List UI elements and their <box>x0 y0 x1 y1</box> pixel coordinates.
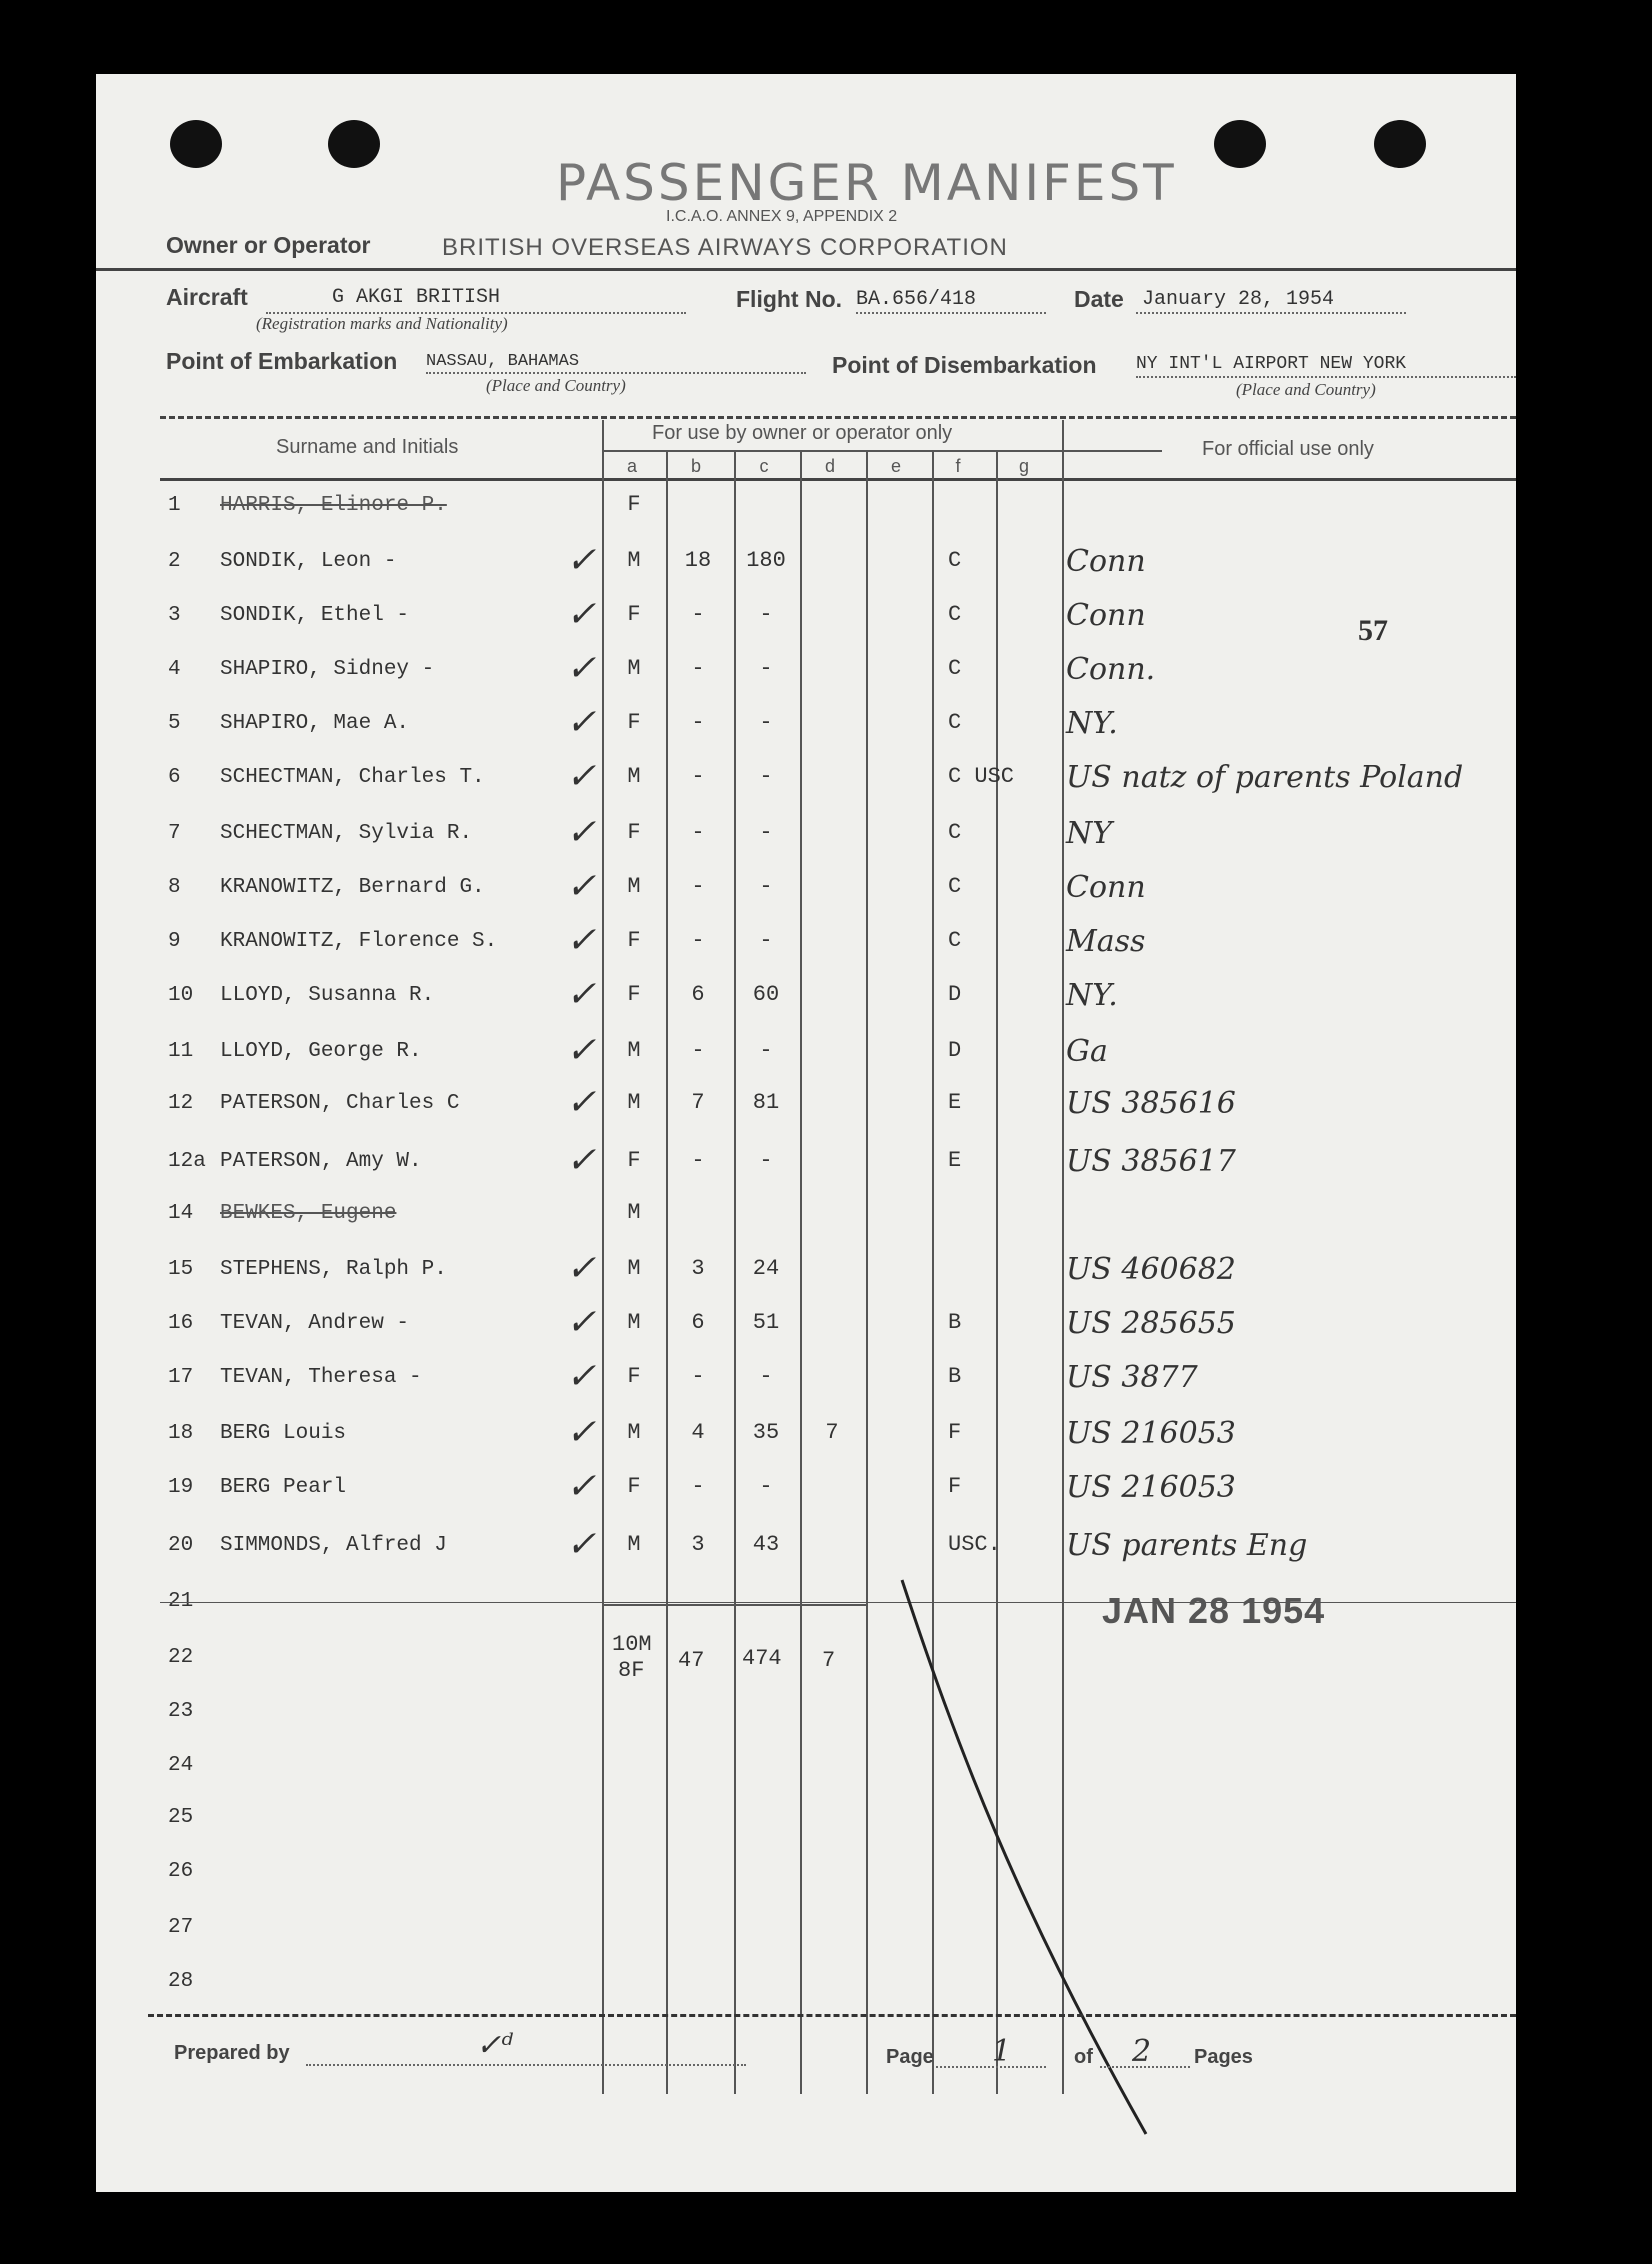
column-b-cell: - <box>691 928 705 953</box>
passenger-name: KRANOWITZ, Florence S. <box>220 930 498 953</box>
column-b-cell: 6 <box>691 1310 705 1335</box>
table-row <box>96 1466 1516 1516</box>
punch-hole <box>1214 120 1266 168</box>
official-column-header: For official use only <box>1202 438 1374 460</box>
column-f-cell: E <box>948 1090 962 1115</box>
divider <box>602 450 1162 452</box>
column-c-cell: 81 <box>752 1090 780 1115</box>
column-f-cell: USC. <box>948 1532 1001 1557</box>
passenger-name: KRANOWITZ, Bernard G. <box>220 876 485 899</box>
column-f-cell: D <box>948 982 962 1007</box>
divider <box>160 478 1516 481</box>
table-row <box>96 866 1516 916</box>
table-row <box>96 920 1516 970</box>
official-note: US 385617 <box>1066 1144 1236 1179</box>
embarkation-value: NASSAU, BAHAMAS <box>426 352 580 371</box>
column-c-cell: - <box>759 1474 773 1499</box>
row-number: 10 <box>168 984 194 1007</box>
date-value: January 28, 1954 <box>1142 288 1335 311</box>
check-mark: ✓ <box>566 1524 597 1565</box>
sex-cell: F <box>627 928 641 953</box>
page-number: 1 <box>992 2034 1012 2069</box>
disembarkation-label: Point of Disembarkation <box>832 352 1097 378</box>
column-b-cell: - <box>691 1364 705 1389</box>
page-label: Page <box>886 2046 934 2068</box>
column-f-cell: D <box>948 1038 962 1063</box>
check-mark: ✓ <box>566 974 597 1015</box>
passenger-name: LLOYD, George R. <box>220 1040 422 1063</box>
aircraft-label: Aircraft <box>166 284 248 310</box>
official-note: Conn <box>1066 544 1146 579</box>
column-c-cell: - <box>759 1364 773 1389</box>
column-c-cell: 60 <box>752 982 780 1007</box>
official-note: US parents Eng <box>1066 1528 1308 1563</box>
embarkation-label: Point of Embarkation <box>166 348 398 374</box>
official-note: Ga <box>1066 1034 1108 1069</box>
column-f-cell: E <box>948 1148 962 1173</box>
row-number: 18 <box>168 1422 194 1445</box>
table-row <box>96 1912 1516 1956</box>
field-line <box>936 2066 1046 2068</box>
table-row <box>96 1750 1516 1794</box>
column-b-cell: 7 <box>691 1090 705 1115</box>
column-letter-a: a <box>626 456 637 476</box>
passenger-name: PATERSON, Amy W. <box>220 1150 422 1173</box>
check-mark: ✓ <box>566 1030 597 1071</box>
sex-cell: M <box>627 1256 641 1281</box>
check-mark: ✓ <box>566 540 597 581</box>
margin-note: 57 <box>1358 614 1388 647</box>
check-mark: ✓ <box>566 756 597 797</box>
total-c: 474 <box>742 1646 782 1671</box>
column-b-cell: - <box>691 1148 705 1173</box>
row-number: 5 <box>168 712 181 735</box>
table-row <box>96 702 1516 752</box>
form-title: PASSENGER MANIFEST <box>556 154 1177 212</box>
column-c-cell: 24 <box>752 1256 780 1281</box>
sex-cell: F <box>627 820 641 845</box>
column-c-cell: - <box>759 1038 773 1063</box>
row-number: 1 <box>168 494 181 517</box>
row-number: 12a <box>168 1150 206 1173</box>
row-number: 22 <box>168 1646 194 1669</box>
column-b-cell: - <box>691 656 705 681</box>
check-mark: ✓ <box>566 1302 597 1343</box>
column-letter-f: f <box>955 456 961 476</box>
of-label: of <box>1074 2046 1093 2068</box>
preparer-signature: ✓ᵈ <box>476 2028 514 2063</box>
official-note: NY <box>1066 816 1113 851</box>
column-f-cell: C <box>948 710 962 735</box>
table-row <box>96 1802 1516 1846</box>
row-number: 25 <box>168 1806 194 1829</box>
official-note: US natz of parents Poland <box>1066 760 1464 795</box>
field-line <box>1136 312 1406 314</box>
column-c-cell: - <box>759 928 773 953</box>
total-males: 10M <box>612 1632 652 1657</box>
sex-cell: F <box>627 1364 641 1389</box>
column-b-cell: - <box>691 874 705 899</box>
aircraft-note: (Registration marks and Nationality) <box>256 314 508 333</box>
passenger-name: HARRIS, Elinore P. <box>220 494 447 517</box>
column-f-cell: B <box>948 1310 962 1335</box>
total-d: 7 <box>822 1648 836 1673</box>
table-row <box>96 1030 1516 1080</box>
punch-hole <box>1374 120 1426 168</box>
sex-cell: M <box>627 656 641 681</box>
passenger-name: SONDIK, Leon - <box>220 550 397 573</box>
row-number: 19 <box>168 1476 194 1499</box>
table-row <box>96 1966 1516 2010</box>
row-number: 14 <box>168 1202 194 1225</box>
column-letter-g: g <box>1018 456 1029 476</box>
column-f-cell: C <box>948 820 962 845</box>
passenger-name: STEPHENS, Ralph P. <box>220 1258 447 1281</box>
column-f-cell: C <box>948 928 962 953</box>
official-note: US 460682 <box>1066 1252 1236 1287</box>
row-number: 16 <box>168 1312 194 1335</box>
row-number: 7 <box>168 822 181 845</box>
official-note: NY. <box>1066 978 1118 1013</box>
sex-cell: F <box>627 710 641 735</box>
row-number: 9 <box>168 930 181 953</box>
official-note: US 216053 <box>1066 1470 1236 1505</box>
passenger-name: TEVAN, Andrew - <box>220 1312 410 1335</box>
column-c-cell: - <box>759 656 773 681</box>
check-mark: ✓ <box>566 1082 597 1123</box>
date-stamp: JAN 28 1954 <box>1102 1590 1326 1631</box>
column-d-cell: 7 <box>825 1420 839 1445</box>
column-f-cell: C USC <box>948 764 1015 789</box>
sex-cell: F <box>627 1474 641 1499</box>
check-mark: ✓ <box>566 702 597 743</box>
punch-hole <box>328 120 380 168</box>
passenger-name: BERG Louis <box>220 1422 347 1445</box>
manifest-page <box>96 74 1516 2192</box>
owner-label: Owner or Operator <box>166 232 371 258</box>
check-mark: ✓ <box>566 1248 597 1289</box>
sex-cell: F <box>627 1148 641 1173</box>
row-number: 27 <box>168 1916 194 1939</box>
passenger-name: PATERSON, Charles C <box>220 1092 460 1115</box>
column-letter-d: d <box>824 456 835 476</box>
flight-label: Flight No. <box>736 286 843 312</box>
column-f-cell: C <box>948 602 962 627</box>
total-females: 8F <box>618 1658 645 1683</box>
passenger-name: TEVAN, Theresa - <box>220 1366 422 1389</box>
table-row <box>96 812 1516 862</box>
check-mark: ✓ <box>566 1140 597 1181</box>
aircraft-value: G AKGI BRITISH <box>332 286 501 309</box>
column-b-cell: - <box>691 710 705 735</box>
passenger-name: SIMMONDS, Alfred J <box>220 1534 447 1557</box>
check-mark: ✓ <box>566 1466 597 1507</box>
owner-value: BRITISH OVERSEAS AIRWAYS CORPORATION <box>442 234 1008 261</box>
table-row <box>96 974 1516 1024</box>
row-number: 8 <box>168 876 181 899</box>
sex-cell: M <box>627 764 641 789</box>
official-note: US 285655 <box>1066 1306 1236 1341</box>
column-f-cell: C <box>948 874 962 899</box>
column-c-cell: - <box>759 764 773 789</box>
sex-cell: M <box>627 1420 641 1445</box>
column-c-cell: - <box>759 602 773 627</box>
flight-value: BA.656/418 <box>856 288 977 311</box>
passenger-name: BERG Pearl <box>220 1476 347 1499</box>
column-f-cell: C <box>948 656 962 681</box>
table-row <box>96 594 1516 644</box>
table-row <box>96 1356 1516 1406</box>
field-line <box>306 2064 746 2066</box>
column-letter-c: c <box>759 456 769 476</box>
sex-cell: M <box>627 874 641 899</box>
column-letter-b: b <box>690 456 701 476</box>
passenger-name: SCHECTMAN, Charles T. <box>220 766 485 789</box>
row-number: 3 <box>168 604 181 627</box>
table-row <box>96 1082 1516 1132</box>
table-row <box>96 1524 1516 1574</box>
column-b-cell: - <box>691 764 705 789</box>
column-c-cell: 35 <box>752 1420 780 1445</box>
official-note: Conn. <box>1066 652 1156 687</box>
column-c-cell: 51 <box>752 1310 780 1335</box>
column-b-cell: 3 <box>691 1256 705 1281</box>
passenger-name: SHAPIRO, Mae A. <box>220 712 410 735</box>
check-mark: ✓ <box>566 920 597 961</box>
pages-label: Pages <box>1194 2046 1253 2068</box>
row-number: 11 <box>168 1040 194 1063</box>
passenger-name: BEWKES, Eugene <box>220 1202 397 1225</box>
sex-cell: M <box>627 1200 641 1225</box>
table-row <box>96 1198 1516 1242</box>
table-row <box>96 1412 1516 1462</box>
embarkation-note: (Place and Country) <box>486 376 626 395</box>
row-number: 24 <box>168 1754 194 1777</box>
column-letter-e: e <box>890 456 901 476</box>
column-f-cell: F <box>948 1474 962 1499</box>
date-label: Date <box>1074 286 1124 312</box>
field-line <box>426 372 806 374</box>
table-row <box>96 1140 1516 1190</box>
column-b-cell: 18 <box>684 548 712 573</box>
column-c-cell: - <box>759 1148 773 1173</box>
column-c-cell: - <box>759 874 773 899</box>
row-number: 6 <box>168 766 181 789</box>
sex-cell: M <box>627 1090 641 1115</box>
field-line <box>1136 376 1516 378</box>
column-b-cell: 6 <box>691 982 705 1007</box>
column-f-cell: B <box>948 1364 962 1389</box>
official-note: NY. <box>1066 706 1118 741</box>
check-mark: ✓ <box>566 594 597 635</box>
row-number: 20 <box>168 1534 194 1557</box>
passenger-name: SHAPIRO, Sidney - <box>220 658 435 681</box>
sex-cell: M <box>627 548 641 573</box>
passenger-name: SONDIK, Ethel - <box>220 604 410 627</box>
official-note: US 3877 <box>1066 1360 1198 1395</box>
official-note: Mass <box>1066 924 1146 959</box>
column-c-cell: 180 <box>746 548 786 573</box>
official-note: Conn <box>1066 870 1146 905</box>
table-row <box>96 1302 1516 1352</box>
divider <box>160 416 1516 419</box>
disembarkation-note: (Place and Country) <box>1236 380 1376 399</box>
table-row <box>96 1696 1516 1740</box>
sex-cell: F <box>627 492 641 517</box>
disembarkation-value: NY INT'L AIRPORT NEW YORK <box>1136 354 1407 374</box>
column-b-cell: - <box>691 820 705 845</box>
page-total: 2 <box>1132 2034 1152 2069</box>
column-b-cell: - <box>691 602 705 627</box>
official-note: US 216053 <box>1066 1416 1236 1451</box>
column-b-cell: - <box>691 1474 705 1499</box>
official-note: US 385616 <box>1066 1086 1236 1121</box>
total-b: 47 <box>678 1648 705 1673</box>
table-row <box>96 540 1516 590</box>
total-rule <box>602 1604 866 1606</box>
column-c-cell: - <box>759 820 773 845</box>
row-number: 2 <box>168 550 181 573</box>
column-b-cell: - <box>691 1038 705 1063</box>
sex-cell: M <box>627 1532 641 1557</box>
column-f-cell: F <box>948 1420 962 1445</box>
passenger-name: SCHECTMAN, Sylvia R. <box>220 822 473 845</box>
check-mark: ✓ <box>566 812 597 853</box>
sex-cell: F <box>627 982 641 1007</box>
sex-cell: M <box>627 1038 641 1063</box>
table-row <box>96 1856 1516 1900</box>
passenger-name: LLOYD, Susanna R. <box>220 984 435 1007</box>
divider <box>148 2014 1516 2017</box>
punch-hole <box>170 120 222 168</box>
row-number: 23 <box>168 1700 194 1723</box>
table-row <box>96 1642 1516 1686</box>
surname-column-header: Surname and Initials <box>276 436 459 458</box>
check-mark: ✓ <box>566 866 597 907</box>
row-number: 28 <box>168 1970 194 1993</box>
field-line <box>856 312 1046 314</box>
row-number: 21 <box>168 1590 194 1613</box>
check-mark: ✓ <box>566 1356 597 1397</box>
column-c-cell: 43 <box>752 1532 780 1557</box>
column-c-cell: - <box>759 710 773 735</box>
row-number: 12 <box>168 1092 194 1115</box>
row-number: 4 <box>168 658 181 681</box>
prepared-label: Prepared by <box>174 2042 290 2064</box>
sex-cell: M <box>627 1310 641 1335</box>
row-number: 26 <box>168 1860 194 1883</box>
table-row <box>96 756 1516 806</box>
official-note: Conn <box>1066 598 1146 633</box>
row-number: 15 <box>168 1258 194 1281</box>
divider <box>96 268 1516 271</box>
sex-cell: F <box>627 602 641 627</box>
table-row <box>96 490 1516 534</box>
check-mark: ✓ <box>566 648 597 689</box>
form-subtitle: I.C.A.O. ANNEX 9, APPENDIX 2 <box>666 208 898 225</box>
column-f-cell: C <box>948 548 962 573</box>
check-mark: ✓ <box>566 1412 597 1453</box>
operator-column-header: For use by owner or operator only <box>652 422 953 444</box>
row-number: 17 <box>168 1366 194 1389</box>
column-b-cell: 3 <box>691 1532 705 1557</box>
table-row <box>96 648 1516 698</box>
column-b-cell: 4 <box>691 1420 705 1445</box>
table-row <box>96 1248 1516 1298</box>
